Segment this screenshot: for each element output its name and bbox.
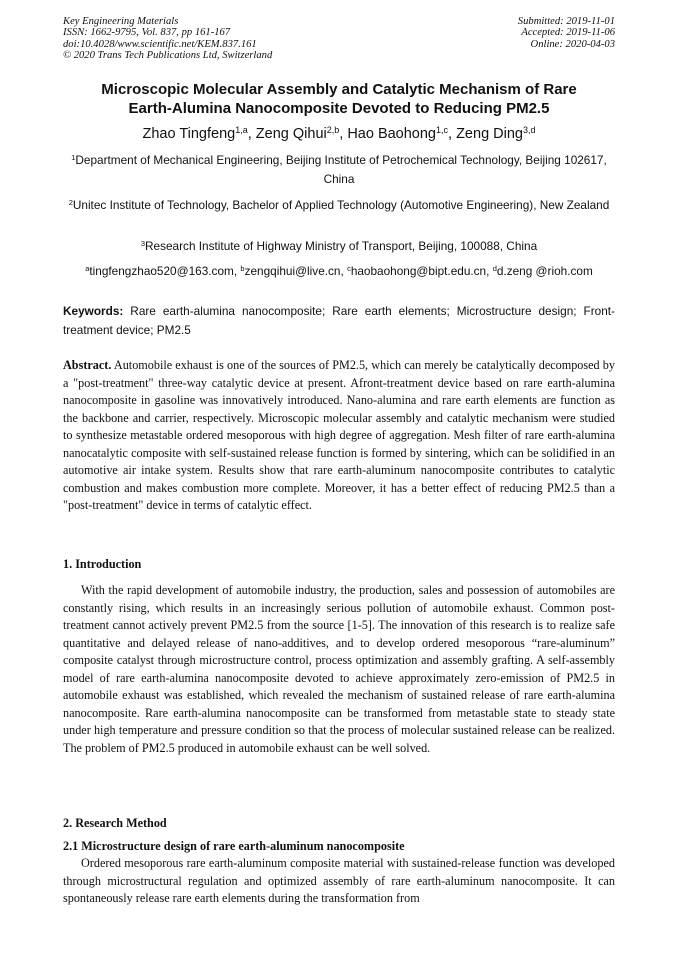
author-name: Zeng Ding [456,126,523,142]
title-line-2: Earth-Alumina Nanocomposite Devoted to Reducing PM2.5 [128,100,550,117]
email-mark: c [347,264,351,273]
author-name: Zhao Tingfeng [142,126,236,142]
email-separator: , [340,264,348,278]
email-address: d.zeng @rioh.com [496,264,593,278]
title-line-1: Microscopic Molecular Assembly and Catalytic Mechanism of Rare [101,81,577,98]
author-separator: , [448,126,457,142]
affiliation-3 [63,237,615,256]
author-affiliation-mark: 3,d [522,125,536,135]
email-separator: , [233,264,241,278]
email-list [63,262,615,281]
author-affiliation-mark: 1,c [436,125,449,135]
journal-name: Key Engineering Materials [63,16,179,27]
author-name: Hao Baohong [347,126,436,142]
abstract-label: Abstract. [63,358,112,372]
author-separator: , [247,126,256,142]
author-list [63,125,615,143]
paper-title [63,80,615,118]
email-mark: a [85,264,90,273]
subsection-heading-microstructure: 2.1 Microstructure design of rare earth-aluminum nanocomposite [63,839,405,853]
email-mark: b [240,264,245,273]
section-heading-introduction: 1. Introduction [63,557,142,571]
affiliation-mark: 3 [140,239,146,248]
method-paragraph: Ordered mesoporous rare earth-aluminum composite material with sustained-release function was developed through microstructural regulation and optimized assembly of rare earth-aluminum nanocomposite. It can spontaneously release rare earth elements during the transformation from [63,856,615,905]
email-mark: d [492,264,497,273]
accepted-date: Accepted: 2019-11-06 [521,27,615,39]
abstract-block [63,357,615,515]
keywords-label: Keywords: [63,304,124,318]
abstract-text: Automobile exhaust is one of the sources of PM2.5, which can merely be catalytically decomposed by a "post-treatment" three-way catalytic device at present. Afront-treatment device based on rare earth-alumina nanocomposite in gasoline was innovatively introduced. Nano-alumina and rare earth elements are function as the backbone and carrier, respectively. Microscopic molecular assembly and catalytic mechanism were studied to synthesize metastable ordered mesoporous with high degree of aggregation. Mesh filter of rare earth-alumina nanocatalytic composite with self-sustained release function is formed by sintering, which can be solidified in an automotive air intake system. Results show that rare earth-aluminum nanocomposite contributes to catalytic combustion and makes combustion more complete. Moreover, it has a better effect of reducing PM2.5 than a "post-treatment" device in terms of catalytic effect. [63,358,615,512]
affiliation-text: Unitec Institute of Technology, Bachelor of Applied Technology (Automotive Engineering), New Zealand [72,198,610,212]
author-name: Zeng Qihui [255,126,327,142]
issn-line: ISSN: 1662-9795, Vol. 837, pp 161-167 [63,27,231,39]
affiliation-text: Department of Mechanical Engineering, Beijing Institute of Petrochemical Technology, Beijing 102617, China [75,153,607,186]
keywords-text: Rare earth-alumina nanocomposite; Rare earth elements; Microstructure design; Front-treatment device; PM2.5 [63,304,615,337]
introduction-paragraph: With the rapid development of automobile industry, the production, sales and possession of automobiles are constantly rising, which results in an increasingly serious pollution of automobile exhaust. Common post-treatment cannot actively prevent PM2.5 from the source [1-5]. The innovation of this research is to realize safe quantitative and delayed release of nano-additives, and to develop ordered mesoporous “rare-aluminum” composite catalyst through microstructure control, process optimization and assembly grafting. A self-assembly model of rare earth-alumina nanocomposite devoted to achieve approximately zero-emission of PM2.5 in automobile exhaust was established, which revealed the mechanism of sustained release of rare earth-alumina nanocomposite. Rare earth-alumina nanocomposite can be transformed from metastable state to steady state under high temperature and pressure condition so that the process of molecular sustained release can be realized. The problem of PM2.5 produced in automobile exhaust can be well solved. [63,583,615,755]
author-separator: , [339,126,348,142]
affiliation-2 [63,196,615,215]
doi-line: doi:10.4028/www.scientific.net/KEM.837.161 [63,38,257,50]
affiliation-mark: 1 [71,153,76,162]
affiliation-mark: 2 [68,198,73,207]
copyright-line: © 2020 Trans Tech Publications Ltd, Switzerland [63,50,273,62]
affiliation-text: Research Institute of Highway Ministry of Transport, Beijing, 100088, China [145,239,538,253]
journal-info [63,16,272,62]
affiliation-1 [63,151,615,189]
publication-dates [518,16,615,50]
submitted-date: Submitted: 2019-11-01 [517,16,615,27]
email-separator: , [486,264,493,278]
author-affiliation-mark: 1,a [235,125,248,135]
section-heading-research-method: 2. Research Method [63,816,167,830]
email-address: tingfengzhao520@163.com [89,264,234,278]
author-affiliation-mark: 2,b [326,125,340,135]
email-address: haobaohong@bipt.edu.cn [350,264,487,278]
email-address: zengqihui@live.cn [244,264,341,278]
online-date: Online: 2020-04-03 [530,38,615,50]
keywords-block [63,302,615,340]
